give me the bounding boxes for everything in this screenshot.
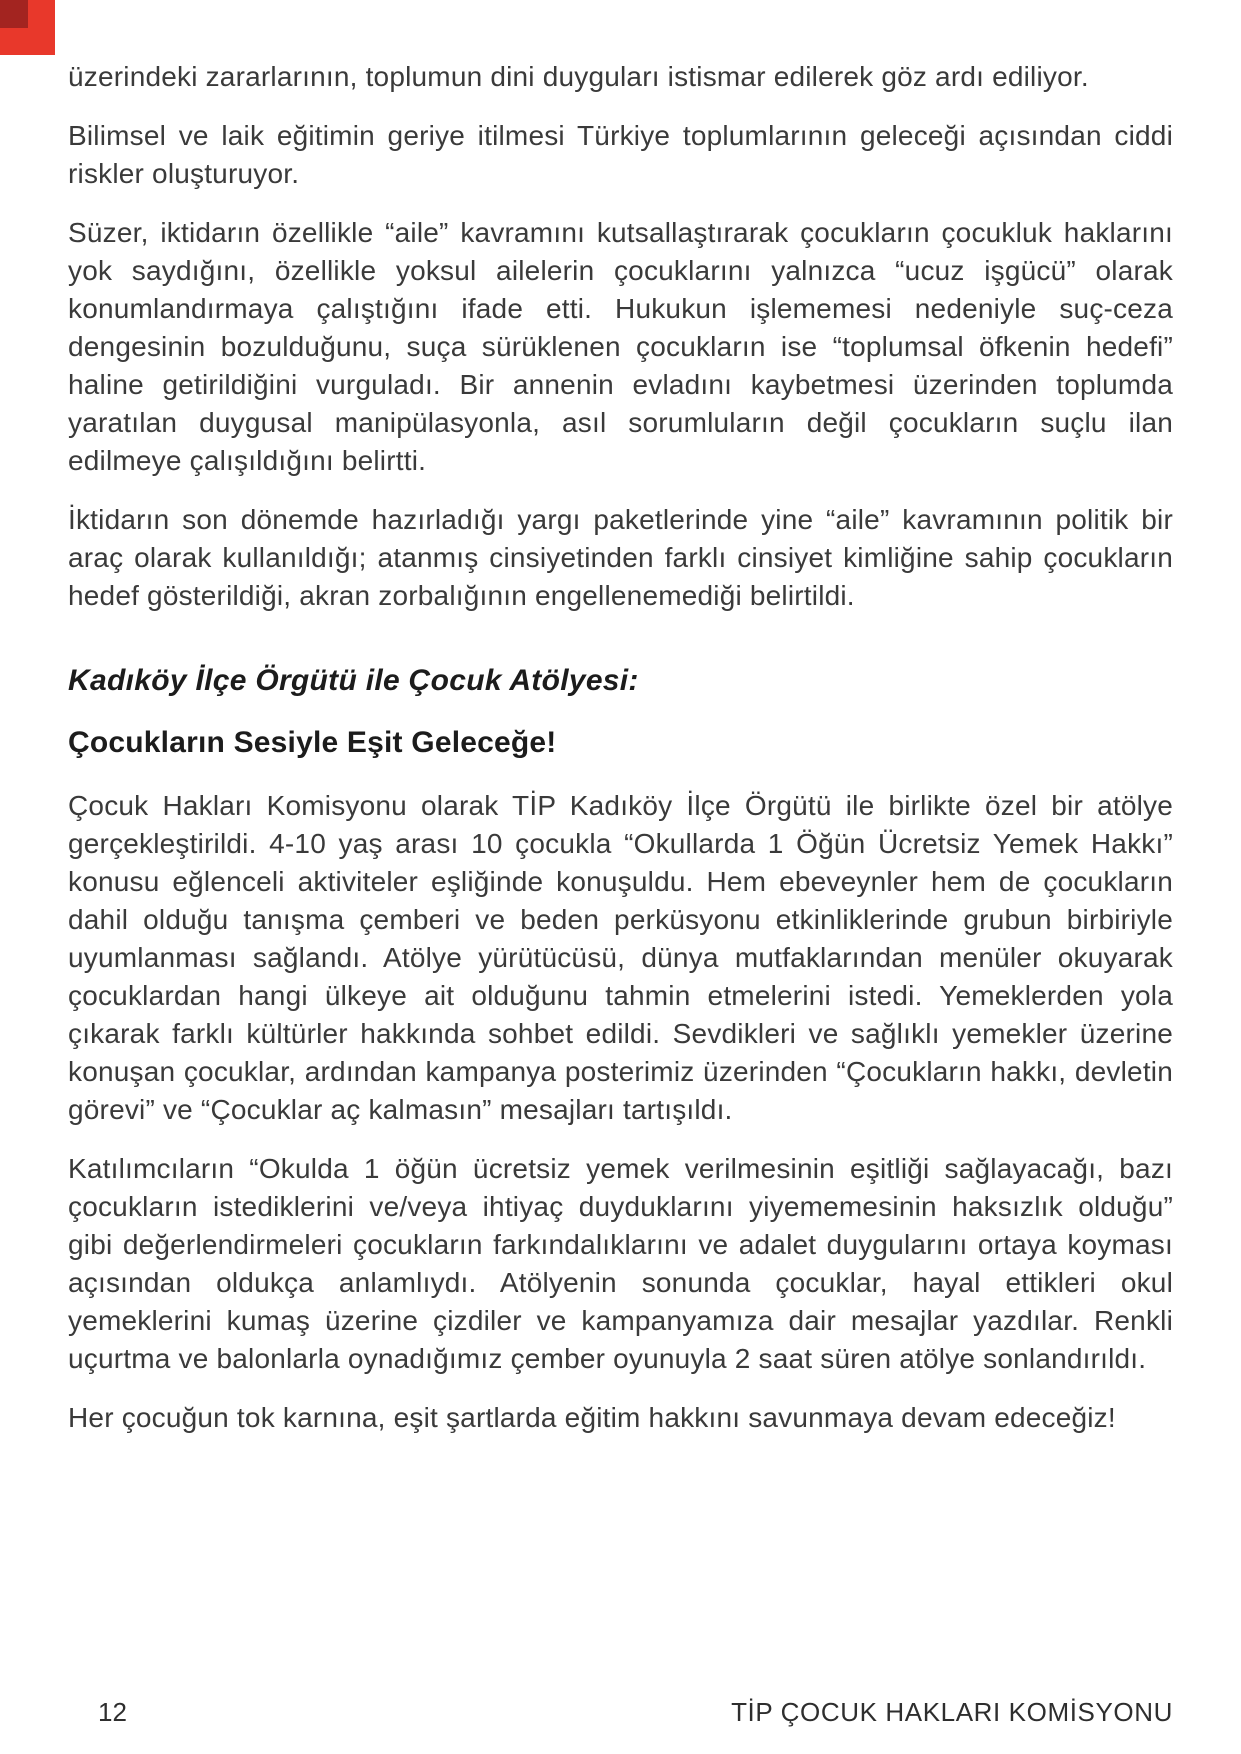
paragraph-continuation: üzerindeki zararlarının, toplumun dini duyguları istismar edilerek göz ardı ediliyor.	[68, 61, 1089, 92]
section-title: Çocukların Sesiyle Eşit Geleceğe!	[68, 726, 557, 759]
paragraph-suzer-statement: Süzer, iktidarın özellikle “aile” kavramını kutsallaştırarak çocukların çocukluk haklarını yok saydığını, özellikle yoksul ailelerin çocuklarını yalnızca “ucuz işgücü” olarak konumlandırmaya çalıştığını ifade etti. Hukukun işlememesi nedeniyle suç-ceza dengesinin bozulduğunu, suça sürüklenen çocukların ise “toplumsal öfkenin hedefi” haline getirildiğini vurguladı. Bir annenin evladını kaybetmesi üzerinden toplumda yaratılan duygusal manipülasyonla, asıl sorumluların değil çocukların suçlu ilan edilmeye çalışıldığını belirtti.	[68, 217, 1173, 476]
paragraph-judicial-packages: İktidarın son dönemde hazırladığı yargı paketlerinde yine “aile” kavramının politik bir araç olarak kullanıldığı; atanmış cinsiyetinden farklı cinsiyet kimliğine sahip çocukların hedef gösterildiği, akran zorbalığının engellenemediği belirtildi.	[68, 504, 1173, 611]
section-kicker: Kadıköy İlçe Örgütü ile Çocuk Atölyesi:	[68, 664, 639, 697]
paragraph-workshop-description: Çocuk Hakları Komisyonu olarak TİP Kadıköy İlçe Örgütü ile birlikte özel bir atölye gerçekleştirildi. 4-10 yaş arası 10 çocukla “Okullarda 1 Öğün Ücretsiz Yemek Hakkı” konusu eğlenceli aktiviteler eşliğinde konuşuldu. Hem ebeveynler hem de çocukların dahil olduğu tanışma çemberi ve beden perküsyonu etkinliklerinde grubun birbiriyle uyumlanması sağlandı. Atölye yürütücüsü, dünya mutfaklarından menüler okuyarak çocuklardan hangi ülkeye ait olduğunu tahmin etmelerini istedi. Yemeklerden yola çıkarak farklı kültürler hakkında sohbet edildi. Sevdikleri ve sağlıklı yemekler üzerine konuşan çocuklar, ardından kampanya posterimiz üzerinden “Çocukların hakkı, devletin görevi” ve “Çocuklar aç kalmasın” mesajları tartışıldı.	[68, 790, 1173, 1125]
paragraph-closing-statement: Her çocuğun tok karnına, eşit şartlarda eğitim hakkını savunmaya devam edeceğiz!	[68, 1402, 1116, 1433]
page-number: 12	[98, 1697, 127, 1727]
red-corner-marker-inner	[0, 0, 28, 28]
red-corner-marker	[0, 0, 55, 55]
page-footer	[68, 1697, 1173, 1728]
paragraph-science-education: Bilimsel ve laik eğitimin geriye itilmesi Türkiye toplumlarının geleceği açısından ciddi riskler oluşturuyor.	[68, 120, 1173, 189]
paragraph-participant-feedback: Katılımcıların “Okulda 1 öğün ücretsiz yemek verilmesinin eşitliği sağlayacağı, bazı çocukların istediklerini ve/veya ihtiyaç duyduklarını yiyememesinin haksızlık olduğu” gibi değerlendirmeleri çocukların farkındalıklarını ve adalet duygularını ortaya koyması açısından oldukça anlamlıydı. Atölyenin sonunda çocuklar, hayal ettikleri okul yemeklerini kumaş üzerine çizdiler ve kampanyamıza dair mesajlar yazdılar. Renkli uçurtma ve balonlarla oynadığımız çember oyunuyla 2 saat süren atölye sonlandırıldı.	[68, 1153, 1173, 1374]
footer-committee-label: TİP ÇOCUK HAKLARI KOMİSYONU	[731, 1697, 1173, 1727]
page-content	[68, 58, 1173, 1458]
